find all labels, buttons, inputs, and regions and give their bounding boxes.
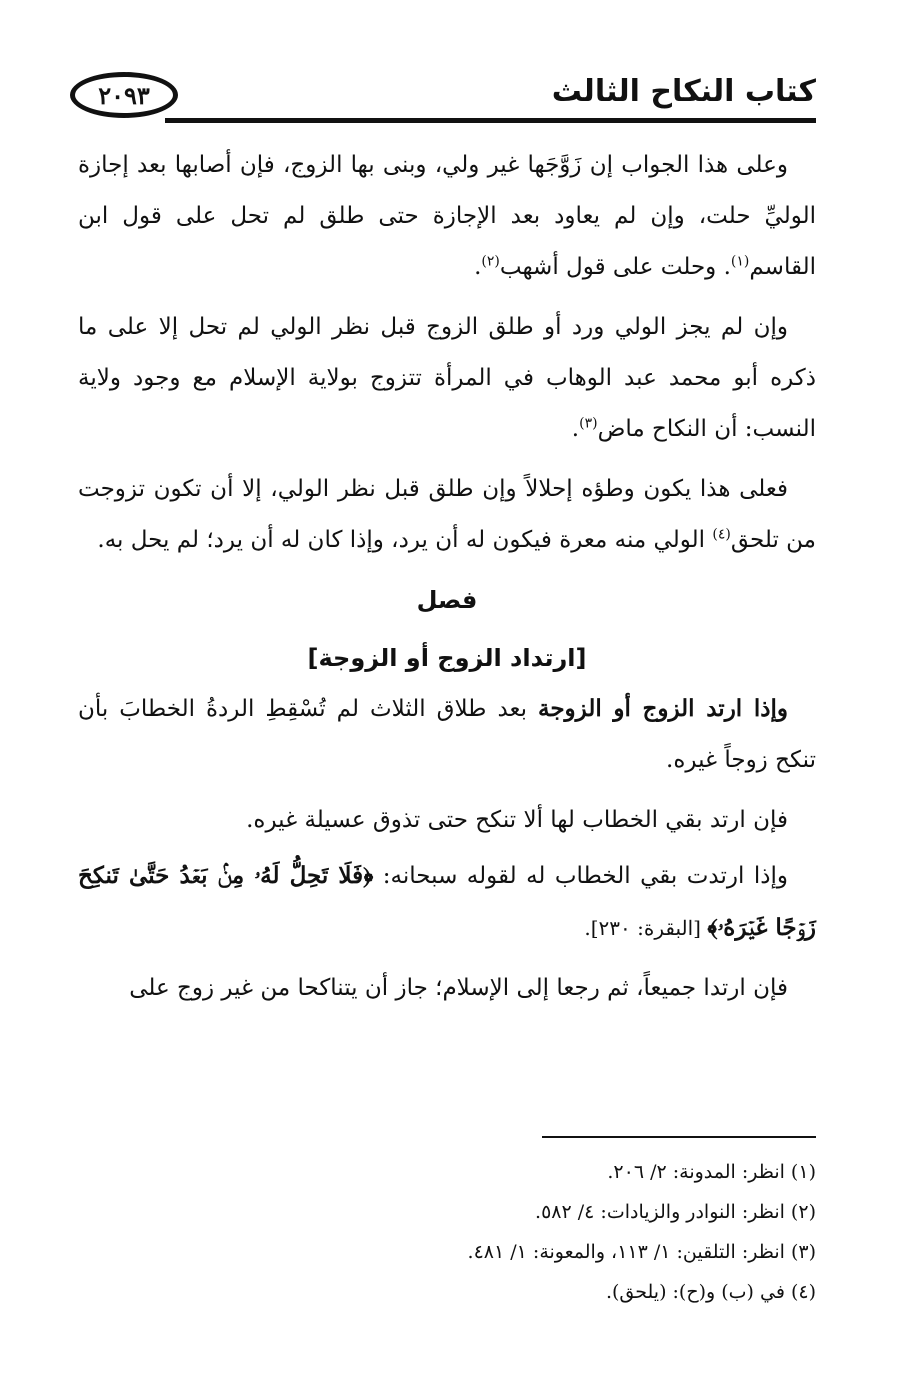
- footnote-1: (١) انظر: المدونة: ٢/ ٢٠٦.: [607, 1161, 816, 1183]
- book-title: كتاب النكاح الثالث: [551, 74, 816, 109]
- paragraph-4-text: بعد طلاق الثلاث لم تُسْقِطِ الردةُ الخطابَ بأن تنكح زوجاً غيره.: [78, 696, 816, 773]
- page-number: ٢٠٩٣: [98, 80, 150, 110]
- paragraph-2-text-a: وإن لم يجز الولي ورد أو طلق الزوج قبل نظر الولي لم تحل إلا على ما ذكره أبو محمد عبد الوهاب في المرأة تتزوج بولاية الإسلام مع وجود ولاية النسب: أن النكاح ماض: [78, 314, 816, 442]
- paragraph-4: [78, 683, 816, 786]
- paragraph-4-lead: وإذا ارتد الزوج أو الزوجة: [537, 695, 788, 722]
- footnote-4: (٤) في (ب) و(ح): (يلحق).: [605, 1281, 816, 1303]
- paragraph-2-text-b: .: [571, 416, 580, 442]
- header-rule: [165, 118, 816, 123]
- paragraph-3-text-a: فعلى هذا يكون وطؤه إحلالاً وإن طلق قبل نظر الولي، إلا أن تكون تزوجت من تلحق: [78, 476, 816, 553]
- quran-verse: ﴿فَلَا تَحِلُّ لَهُۥ مِنۢ بَعۡدُ حَتَّىٰ تَنكِحَ زَوۡجًا غَيۡرَهُۥ﴾: [78, 862, 816, 941]
- paragraph-2: [78, 302, 816, 455]
- paragraph-1-text-c: .: [474, 254, 482, 280]
- footnote-ref-2[interactable]: (٢): [481, 253, 500, 270]
- paragraph-1-text-b: . وحلت على قول أشهب: [499, 254, 731, 280]
- paragraph-6-text: وإذا ارتدت بقي الخطاب له لقوله سبحانه:: [373, 863, 788, 889]
- main-text: [78, 140, 816, 1023]
- section-title: فصل: [416, 586, 478, 614]
- section-subtitle: [ارتداد الزوج أو الزوجة]: [307, 644, 587, 672]
- footnote-2: (٢) انظر: النوادر والزيادات: ٤/ ٥٨٢.: [535, 1201, 816, 1223]
- paragraph-7: فإن ارتدا جميعاً، ثم رجعا إلى الإسلام؛ جاز أن يتناكحا من غير زوج على: [129, 975, 788, 1001]
- verse-reference: [البقرة: ٢٣٠].: [584, 916, 708, 940]
- paragraph-3: [78, 464, 816, 566]
- paragraph-5: فإن ارتد بقي الخطاب لها ألا تنكح حتى تذوق عسيلة غيره.: [246, 807, 788, 833]
- paragraph-3-text-b: الولي منه معرة فيكون له أن يرد، وإذا كان له أن يرد؛ لم يحل به.: [97, 527, 713, 553]
- footnote-separator: [542, 1136, 816, 1138]
- paragraph-6: [78, 850, 816, 954]
- footnote-ref-4[interactable]: (٤): [712, 526, 731, 543]
- page-number-oval: [70, 72, 178, 118]
- paragraph-1: [78, 140, 816, 293]
- footnote-ref-1[interactable]: (١): [730, 253, 750, 270]
- paragraph-1-text-a: وعلى هذا الجواب إن زَوَّجَها غير ولي، وبنى بها الزوج، فإن أصابها بعد إجازة الوليِّ حلت، وإن لم يعاود بعد الإجازة حتى طلق لم تحل على قول ابن القاسم: [78, 152, 816, 280]
- footnote-3: (٣) انظر: التلقين: ١/ ١١٣، والمعونة: ١/ ٤٨١.: [467, 1241, 816, 1263]
- footnote-ref-3[interactable]: (٣): [579, 415, 598, 432]
- footnotes: [78, 1152, 816, 1312]
- page-header: [70, 58, 816, 128]
